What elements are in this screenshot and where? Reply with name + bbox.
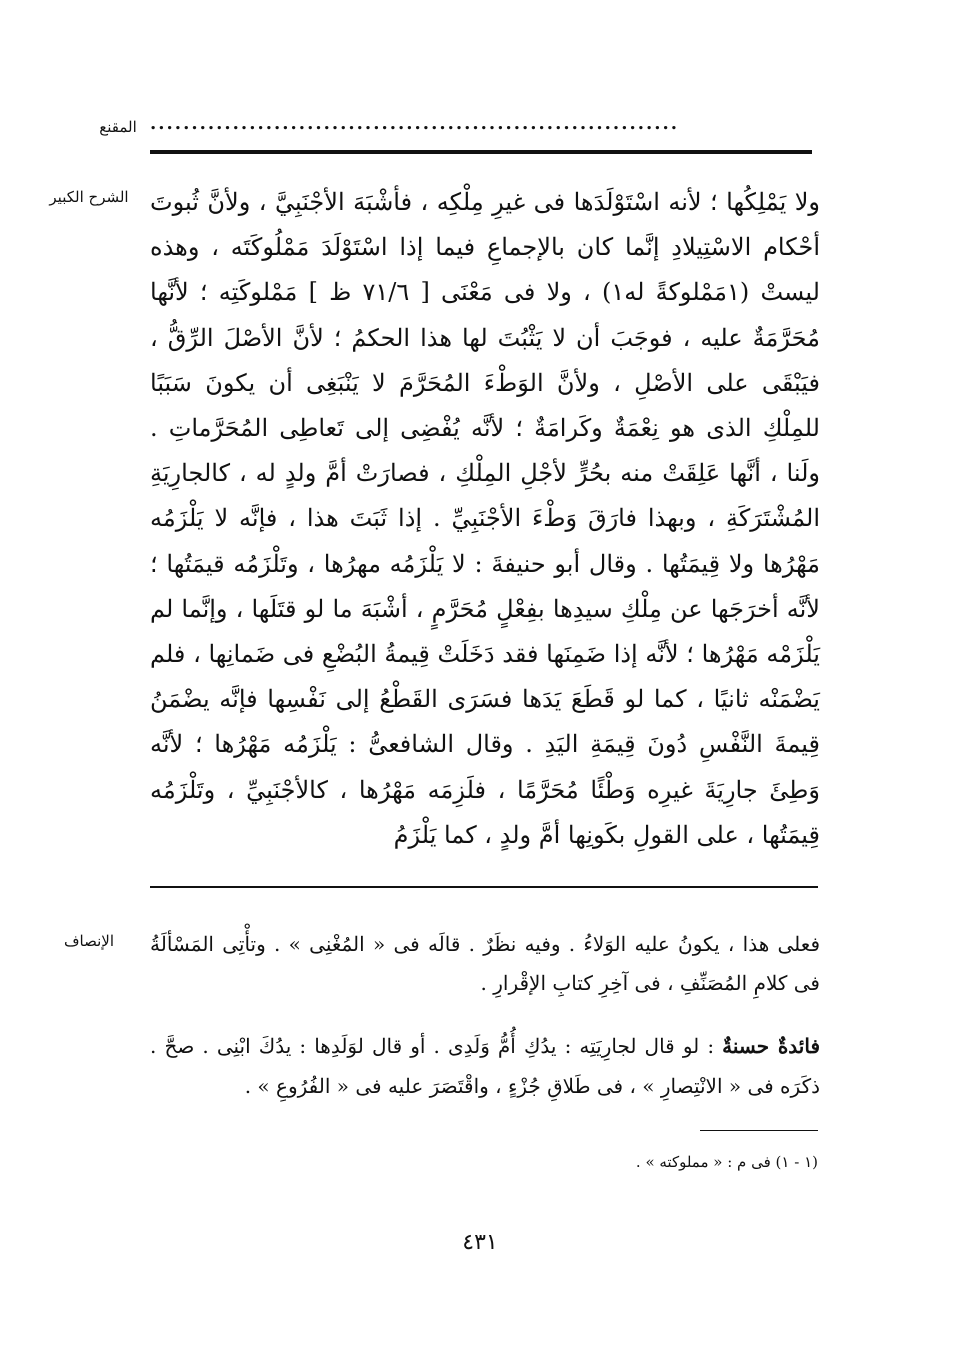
- section-divider: [150, 886, 818, 888]
- sharh-body-text: ولا يَمْلِكُها ؛ لأنه اسْتَوْلَدَها فى غيرِ مِلْكِه ، فأشْبَهَ الأجْنَبِيَّ ، ولأنَّ ثُبوتَ أحْكام الاسْتِيلادِ إنَّما كان بالإجماعِ فيما إذا اسْتَوْلَدَ مَمْلُوكَتَه ، وهذه ليستْ (١مَمْلوكةً له١) ، ولا فى مَعْنَى [ ٧١/٦ ظ ] مَمْلوكَتِه ؛ لأنَّها مُحَرَّمَةٌ عليه ، فوجَبَ أن لا يَثْبُتَ لها هذا الحكمُ ؛ لأنَّ الأصْلَ الرِّقُّ ، فيَبْقَى على الأصْلِ ، ولأنَّ الوَطْءَ المُحَرَّمَ لا يَنْبَغِى أن يكونَ سَبَبًا للمِلْكِ الذى هو نِعْمَةٌ وكَرامَةٌ ؛ لأنَّه يُفْضِى إلى تَعاطِى المُحَرَّماتِ . ولَنا ، أنَّها عَلِقَتْ منه بحُرٍّ لأجْلِ المِلْكِ ، فصارَتْ أمَّ ولدٍ له ، كالجارِيَةِ المُشْتَرَكَةِ ، وبهذا فارَقَ وَطْءَ الأجْنَبِيِّ . إذا ثَبَتَ هذا ، فإنَّه لا يَلْزَمُه مَهْرُها ولا قِيمَتُها . وقال أبو حنيفةَ : لا يَلْزَمُه مهرُها ، وتَلْزَمُه قيمَتُها ؛ لأنَّه أخرَجَها عن مِلْكِ سيدِها بفِعْلٍ مُحَرَّمٍ ، أشْبَهَ ما لو قتَلَها ، وإنَّما لم يَلْزَمْه مَهْرُها ؛ لأنَّه إذا ضَمِنَها فقد دَخَلَتْ قِيمةُ البُضْعِ فى ضَمانِها ، فلم يَضْمَنْه ثانيًا ، كما لو قَطَعَ يَدَها فسَرَى القَطْعُ إلى نَفْسِها فإنَّه يضْمَنُ قِيمةَ النَّفْسِ دُونَ قِيمَةِ اليَدِ . وقال الشافعىُّ : يَلْزَمُه مَهْرُها ؛ لأنَّه وَطِئَ جارِيَةَ غيرِه وَطْئًا مُحَرَّمًا ، فلَزِمَه مَهْرُها ، كالأجْنَبِيِّ ، وتَلْزَمُه قِيمَتُها ، على القولِ بكَونِها أمَّ ولدٍ ، كما يَلْزَمُ: [150, 188, 820, 849]
- footnote: (١ - ١) فى م : « مملوكته » .: [635, 1153, 818, 1171]
- faida-label: فائدةٌ حسنةٌ: [722, 1034, 821, 1058]
- header-dot-leader: ................................................................: [150, 113, 680, 134]
- insaf-section-label: الإنصاف: [63, 932, 115, 950]
- sharh-section-label: الشرح الكبير: [49, 188, 129, 206]
- faida-body: : لو قال لجارِيَتِه : يدُكِ أُمُّ وَلَدِى . أو قال لوَلَدِها : يدُكَ ابْنِى . صحَّ . ذكَرَه فى « الانْتِصارِ » ، فى طَلاقِ جُزْءٍ ، واقْتَصَرَ عليه فى « الفُرُوعِ » .: [150, 1034, 820, 1098]
- running-header-title: المقنع: [99, 118, 137, 136]
- page-number: ٤٣١: [462, 1230, 498, 1255]
- faida-paragraph: [150, 1026, 820, 1106]
- insaf-body-text: فعلى هذا ، يكونُ عليه الوَلاءُ . وفيه نظَرٌ . قالَه فى « المُغْنِى » . وتأْتِى المَسْألَةُ فى كلامِ المُصَنِّفِ ، فى آخِرِ كتابِ الإقْرارِ .: [150, 932, 820, 995]
- footnote-rule: [700, 1130, 818, 1131]
- header-rule: [150, 150, 812, 154]
